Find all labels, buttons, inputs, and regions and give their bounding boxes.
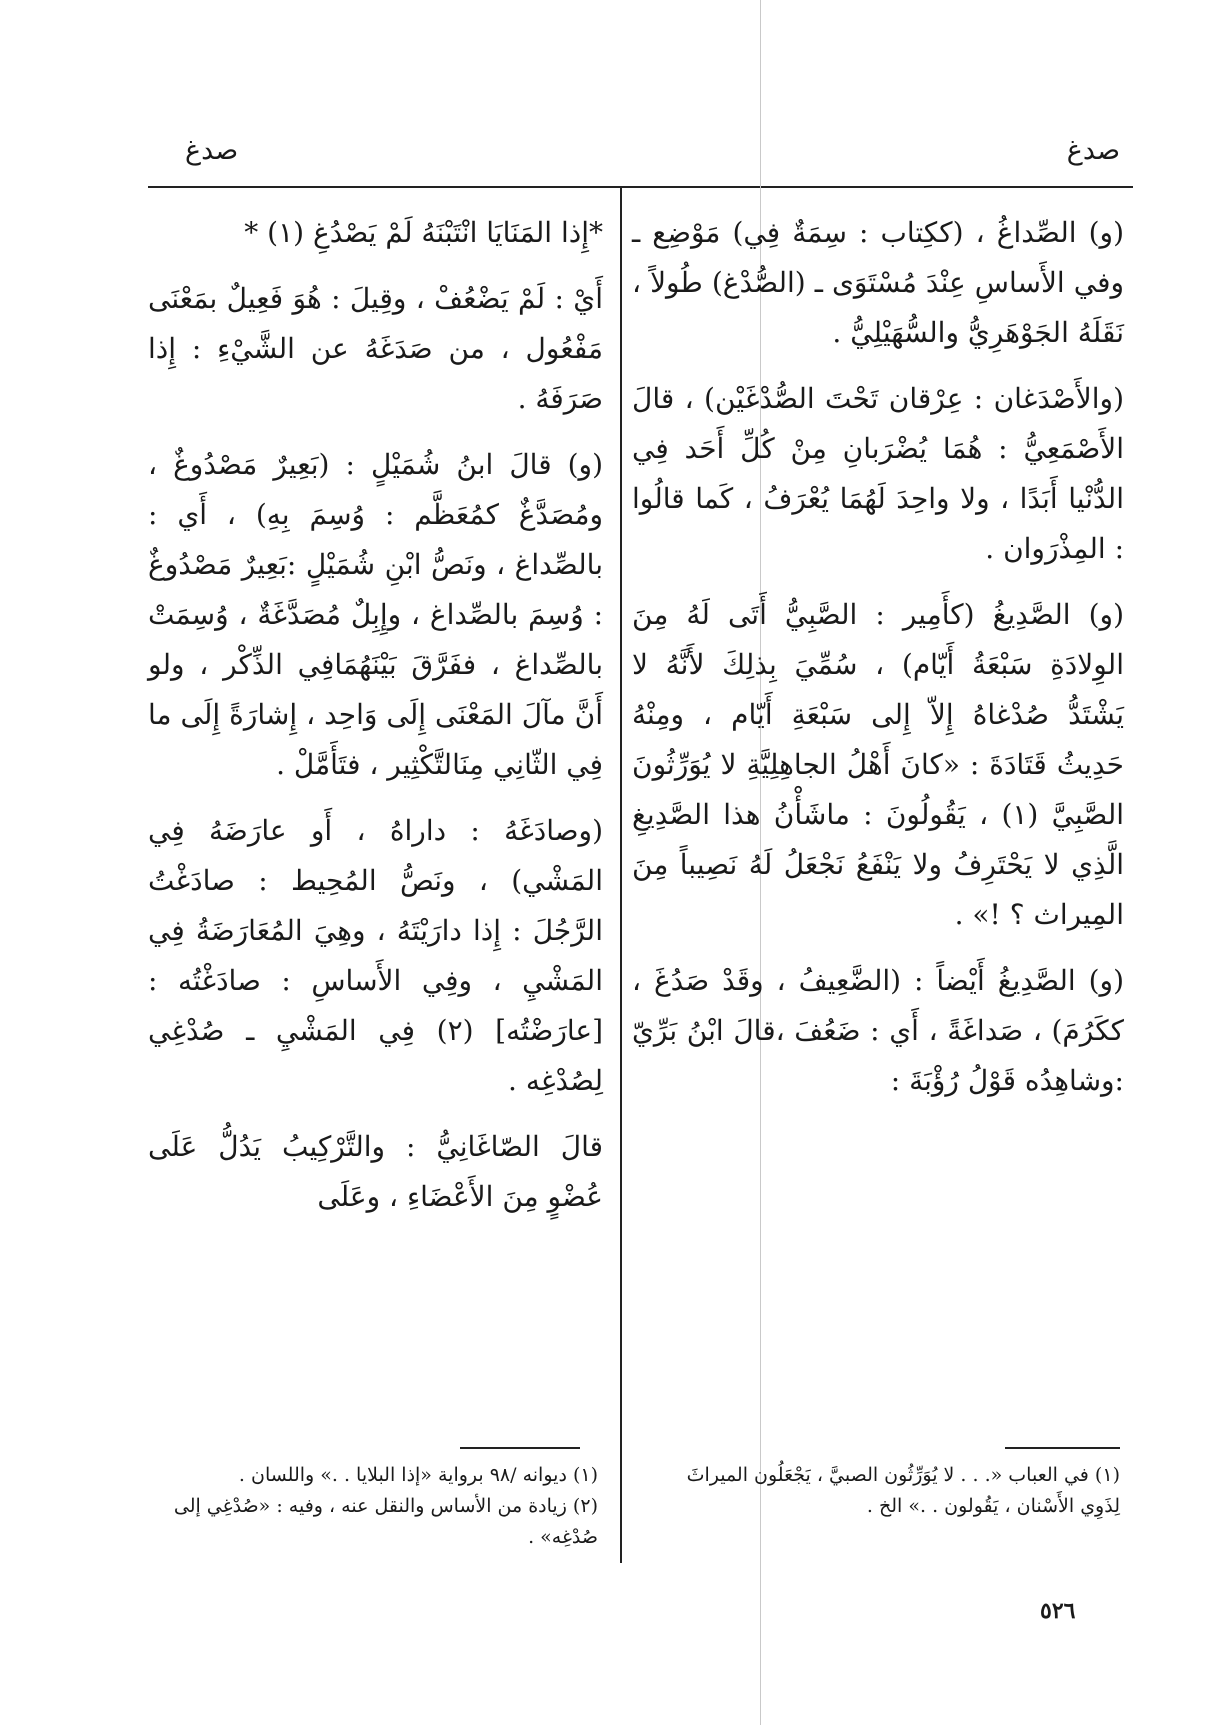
column-divider xyxy=(620,188,622,1563)
footnotes-right xyxy=(650,1460,1120,1522)
left-paragraph-1: *إِذا المَنَايَا انْتَبْنَهُ لَمْ يَصْدُغِ (١) * xyxy=(244,216,603,249)
left-column xyxy=(148,208,603,1238)
header-word-left: صدغ xyxy=(185,135,239,166)
left-paragraph-5: قالَ الصّاغَانِيُّ : والتَّرْكِيبُ يَدُلُّ عَلَى عُضْوٍ مِنَ الأَعْضَاءِ ، وعَلَى xyxy=(148,1130,603,1213)
footnote-rule-left xyxy=(460,1447,580,1449)
footnote-right-1: (١) في العباب «. . . لا يُوَرِّثُون الصبيَّ ، يَجْعَلُون الميراثَ لِذَوِي الأَسْنان ، يَقُولون . .» الخ . xyxy=(686,1464,1120,1517)
right-column xyxy=(632,208,1124,1122)
header-word-right: صدغ xyxy=(1066,135,1120,166)
left-paragraph-3: (و) قالَ ابنُ شُمَيْلٍ : (بَعِيرٌ مَصْدُوغٌ ، ومُصَدَّغٌ كمُعَظَّم : وُسِمَ بِهِ) ، أَي : بالصِّداغ ، ونَصُّ ابْنِ شُمَيْلٍ :بَعِيرٌ مَصْدُوغٌ : وُسِمَ بالصِّداغ ، وإِبِلٌ مُصَدَّغَةٌ ، وُسِمَتْ بالصِّداغ ، ففَرَّقَ بَيْنَهُمَافِي الذِّكْر ، ولو أَنَّ مآلَ المَعْنَى إِلَى وَاحِد ، إِشارَةً إِلَى ما فِي الثّانِي مِنَالتَّكْثِير ، فتَأَمَّلْ . xyxy=(148,448,603,781)
left-paragraph-4: (وصادَغَهُ : داراهُ ، أَو عارَضَهُ فِي المَشْي) ، ونَصُّ المُحِيط : صادَغْتُ الرَّجُلَ : إِذا دارَيْتَهُ ، وهِيَ المُعَارَضَةُ فِي المَشْيِ ، وفِي الأَساسِ : صادَغْتُه : [عارَضْتُه] (٢) فِي المَشْيِ ـ صُدْغِي لِصُدْغِه . xyxy=(148,814,604,1097)
right-paragraph-4: (و) الصَّدِيغُ أَيْضاً : (الضَّعِيفُ ، وقَدْ صَدُغَ ، ككَرُمَ) ، صَداغَةً ، أَي : ضَعُفَ ،قالَ ابْنُ بَرِّيّ :وشاهِدُه قَوْلُ رُؤْبَةَ : xyxy=(632,964,1124,1097)
footnotes-left xyxy=(148,1460,598,1553)
header-rule xyxy=(148,186,1133,188)
page-number: ٥٢٦ xyxy=(1040,1598,1076,1624)
right-paragraph-3: (و) الصَّدِيغُ (كأَمِير : الصَّبِيُّ أَتَى لَهُ مِنَ الوِلادَةِ سَبْعَةُ أَيّام) ، سُمِّيَ بِذلِكَ لأَنَّهُ لا يَشْتَدُّ صُدْغاهُ إِلاّ إِلى سَبْعَةِ أَيّام ، ومِنْهُ حَدِيثُ قَتَادَةَ : «كانَ أَهْلُ الجاهِلِيَّةِ لا يُوَرِّثُونَ الصَّبِيَّ (١) ، يَقُولُونَ : ماشَأْنُ هذا الصَّدِيغِ الَّذِي لا يَحْتَرِفُ ولا يَنْفَعُ نَجْعَلُ لَهُ نَصِيباً مِنَ المِيراث ؟ !» . xyxy=(632,598,1125,931)
right-paragraph-1: (و) الصِّداغُ ، (ككِتاب : سِمَةٌ فِي) مَوْضِع ـ وفي الأَساسِ عِنْدَ مُسْتَوَى ـ (الصُّدْغ) طُولاً ، نَقَلَهُ الجَوْهَرِيُّ والسُّهَيْلِيُّ . xyxy=(632,216,1124,349)
right-paragraph-2: (والأَصْدَغان : عِرْقان تَحْتَ الصُّدْغَيْن) ، قالَ الأَصْمَعِيُّ : هُمَا يُضْرَبانِ مِنْ كُلِّ أَحَد فِي الدُّنْيا أَبَدًا ، ولا واحِدَ لَهُمَا يُعْرَفُ ، كَما قالُوا : المِذْرَوان . xyxy=(632,382,1124,565)
footnote-left-2: (٢) زيادة من الأساس والنقل عنه ، وفيه : «صُدْغِي إلى صُدْغِه» . xyxy=(173,1495,598,1548)
footnote-rule-right xyxy=(1005,1447,1120,1449)
footnote-left-1: (١) ديوانه /٩٨ برواية «إذا البلايا . .» واللسان . xyxy=(238,1464,598,1486)
left-paragraph-2: أَيْ : لَمْ يَضْعُفْ ، وقِيلَ : هُوَ فَعِيلٌ بمَعْنَى مَفْعُول ، من صَدَغَهُ عن الشَّيْءِ : إِذا صَرَفَهُ . xyxy=(148,282,603,415)
